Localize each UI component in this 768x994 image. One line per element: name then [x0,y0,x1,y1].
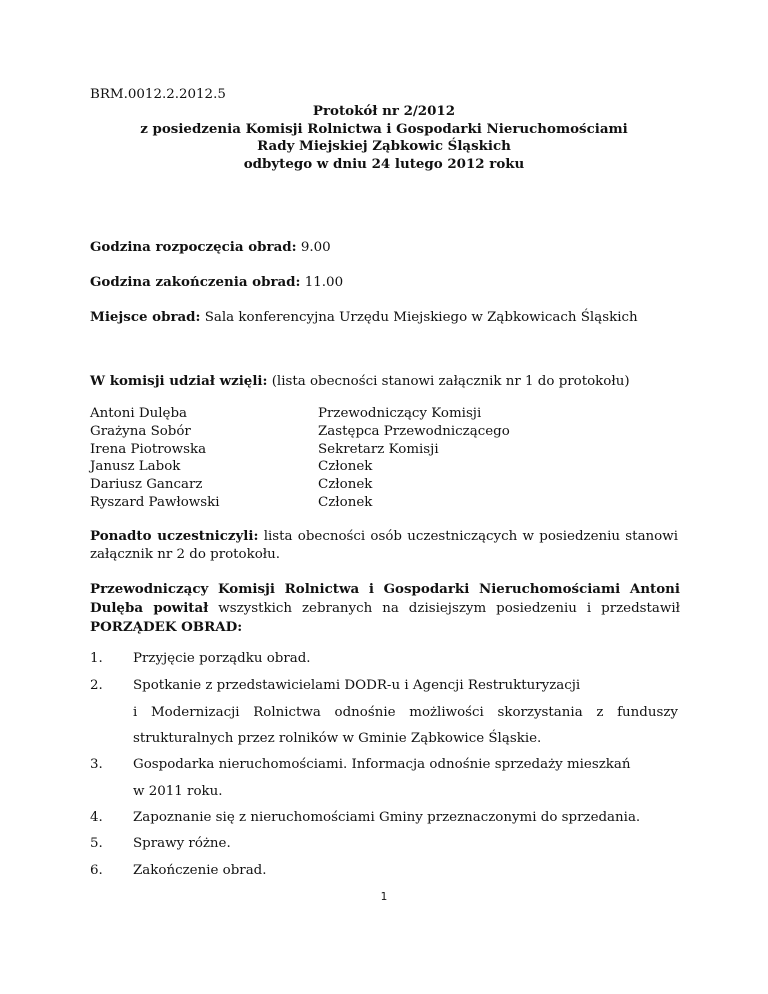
agenda-item: w 2011 roku. [133,784,223,799]
document-reference: BRM.0012.2.2012.5 [90,87,226,102]
member-role: Członek [318,495,373,510]
agenda-heading: PORZĄDEK OBRAD: [90,619,243,635]
member-name: Grażyna Sobór [90,424,191,439]
title-line: odbytego w dniu 24 lutego 2012 roku [243,156,525,172]
start-time-value: 9.00 [296,240,331,255]
intro-paragraph [90,580,680,637]
member-role: Zastępca Przewodniczącego [318,424,510,439]
end-time-value: 11.00 [300,275,344,290]
agenda-item: i Modernizacji Rolnictwa odnośnie możliwości skorzystania z funduszy [133,705,678,720]
agenda-item: Zakończenie obrad. [133,863,267,878]
intro-text: wszystkich zebranych na dzisiejszym posiedzeniu i przedstawił [208,601,681,616]
attendance-note: (lista obecności stanowi załącznik nr 1 do protokołu) [267,374,630,389]
member-role: Przewodniczący Komisji [318,406,482,421]
meeting-place-value: Sala konferencyjna Urzędu Miejskiego w Ząbkowicach Śląskich [200,310,638,325]
member-name: Ryszard Pawłowski [90,495,220,510]
participants-text: lista obecności osób uczestniczących w posiedzeniu stanowi załącznik nr 2 do protokołu. [90,529,678,562]
end-time-label: Godzina zakończenia obrad: [90,274,301,290]
agenda-item: Gospodarka nieruchomościami. Informacja odnośnie sprzedaży mieszkań [133,757,631,772]
title-line: Protokół nr 2/2012 [312,103,456,119]
end-time [90,273,343,292]
agenda-item: Sprawy różne. [133,836,231,851]
agenda-number: 1. [90,651,103,666]
member-role: Członek [318,459,373,474]
title-line: Rady Miejskiej Ząbkowic Śląskich [257,138,511,154]
intro-bold: Przewodniczący Komisji Rolnictwa i Gospodarki Nieruchomościami Antoni Dulęba powitał [90,581,680,616]
attendance-heading [90,372,630,391]
title-line: z posiedzenia Komisji Rolnictwa i Gospodarki Nieruchomościami [140,121,628,137]
meeting-place [90,308,638,327]
agenda-item: strukturalnych przez rolników w Gminie Ząbkowice Śląskie. [133,731,542,746]
agenda-number: 3. [90,757,103,772]
agenda-item: Spotkanie z przedstawicielami DODR-u i Agencji Restrukturyzacji [133,678,581,693]
participants-paragraph [90,527,678,564]
agenda-number: 6. [90,863,103,878]
start-time [90,238,331,257]
participants-label: Ponadto uczestniczyli: [90,528,259,544]
member-name: Irena Piotrowska [90,442,207,457]
member-name: Antoni Dulęba [90,406,188,421]
page-number: 1 [380,891,388,903]
agenda-number: 4. [90,810,103,825]
agenda-item: Przyjęcie porządku obrad. [133,651,311,666]
start-time-label: Godzina rozpoczęcia obrad: [90,239,297,255]
agenda-item: Zapoznanie się z nieruchomościami Gminy przeznaczonymi do sprzedania. [133,810,641,825]
attendance-label: W komisji udział wzięli: [90,373,268,389]
member-role: Sekretarz Komisji [318,442,439,457]
member-name: Dariusz Gancarz [90,477,203,492]
member-role: Członek [318,477,373,492]
member-name: Janusz Labok [90,459,181,474]
agenda-number: 2. [90,678,103,693]
meeting-place-label: Miejsce obrad: [90,309,201,325]
agenda-number: 5. [90,836,103,851]
